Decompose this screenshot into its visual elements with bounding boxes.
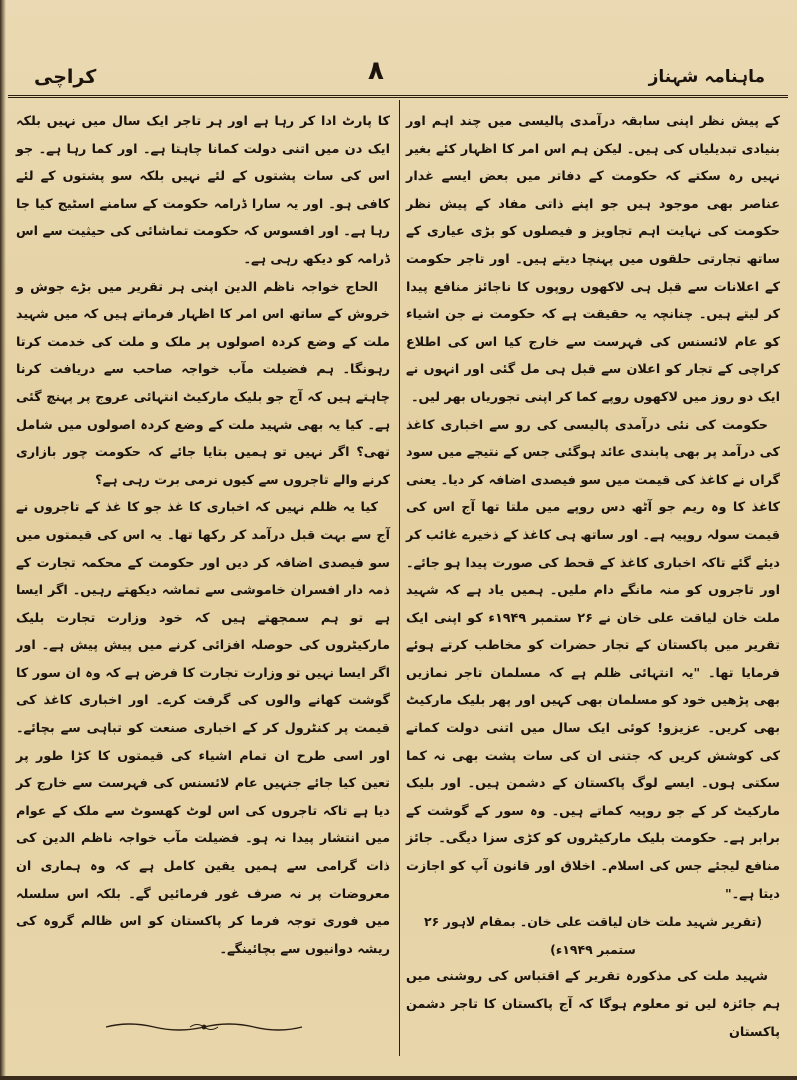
end-ornament — [104, 1020, 304, 1034]
paragraph: کا پارٹ ادا کر رہا ہے اور ہر تاجر ایک سال میں نہیں بلکہ ایک دن میں اتنی دولت کمانا چاہتا ہے۔ اور کما رہا ہے۔ جو اس کی سات پشتوں کے لئے نہیں بلکہ سو پشتوں کے لئے کافی ہو۔ اور یہ سارا ڈرامہ حکومت کے سامنے اسٹیج کیا جا رہا ہے۔ اور افسوس کہ حکومت تماشائی کی حیثیت سے اس ڈرامہ کو دیکھ رہی ہے۔ — [16, 114, 390, 267]
speech-citation: (تقریر شہید ملت خان لیاقت علی خان۔ بمقام لاہور ۲۶ ستمبر ۱۹۴۹ء) — [424, 914, 762, 957]
column-divider — [399, 100, 400, 1056]
paragraph: کیا یہ ظلم نہیں کہ اخباری کا غذ جو کا غذ کے تاجروں نے آج سے بہت قبل درآمد کر رکھا تھا۔ یہ اس کی قیمتوں میں سو فیصدی اضافہ کر دیں اور حکومت کے محکمہ تجارت کے ذمہ دار افسران خاموشی سے تماشہ دیکھتے رہیں۔ اگر ایسا ہے تو ہم سمجھتے ہیں کہ خود وزارت تجارت بلیک مارکیٹروں کی حوصلہ افزائی کرنے میں پیش پیش ہے۔ اور اگر ایسا نہیں تو وزارت تجارت کا فرض ہے کہ وہ ان سور کا گوشت کھانے والوں کی گرفت کرے۔ اور اخباری کاغذ کی قیمت پر کنٹرول کر کے اخباری صنعت کو تباہی سے بچائے۔ اور اسی طرح ان تمام اشیاء کی قیمتوں کا کڑا طور پر تعین کیا جائے جنہیں عام لائسنس کی فہرست سے خارج کر دیا ہے تاکہ تاجروں کی اس لوٹ کھسوٹ سے ملک کے عوام میں انتشار پیدا نہ ہو۔ فضیلت مآب خواجہ ناظم الدین کی ذات گرامی سے ہمیں یقین کامل ہے کہ وہ ہماری ان معروضات پر نہ صرف غور فرمائیں گے۔ بلکہ اس سلسلہ میں فوری توجہ فرما کر پاکستان کو اس ظالم گروہ کی ریشہ دوانیوں سے بچائینگے۔ — [16, 500, 390, 957]
paragraph: حکومت کی نئی درآمدی پالیسی کی رو سے اخباری کاغذ کی درآمد پر بھی پابندی عائد ہوگئی جس کے نتیجے میں سود گراں نے کاغذ کی قیمت میں سو فیصدی اضافہ کر دیا۔ یعنی کاغذ کا وہ ریم جو آٹھ دس روپے میں ملتا تھا آج اس کی قیمت سولہ روپیہ ہے۔ اور ساتھ ہی کاغذ کے ذخیرے غائب کر دیئے گئے تاکہ اخباری کاغذ کے قحط کی صورت پیدا ہو جائے۔ اور تاجروں کو منہ مانگے دام ملیں۔ ہمیں یاد ہے کہ شہید ملت خان لیاقت علی خان نے ۲۶ ستمبر ۱۹۴۹ء کو اپنی ایک تقریر میں پاکستان کے تجار حضرات کو مخاطب کرتے ہوئے فرمایا تھا۔ "یہ انتہائی ظلم ہے کہ مسلمان تاجر نمازیں بھی پڑھیں خود کو مسلمان بھی کہیں اور پھر بلیک مارکیٹ بھی کریں۔ عزیزو! کوئی ایک سال میں اتنی دولت کمانے کی کوشش کریں کہ جتنی ان کی سات پشت بھی نہ کما سکتی ہوں۔ ایسے لوگ پاکستان کے دشمن ہیں۔ اور بلیک مارکیٹ کر کے جو روپیہ کماتے ہیں۔ وہ سور کے گوشت کے برابر ہے۔ حکومت بلیک مارکیٹروں کو کڑی سزا دیگی۔ جائز منافع لیجئے جس کی اسلام۔ اخلاق اور قانون آپ کو اجازت دیتا ہے۔" — [406, 417, 781, 902]
header-rule — [8, 95, 788, 98]
page-header — [0, 56, 797, 92]
page-edge-shadow — [0, 0, 6, 1080]
right-column — [406, 108, 780, 1046]
paragraph: الحاج خواجہ ناظم الدین اپنی ہر تقریر میں بڑے جوش و خروش کے ساتھ اس امر کا اظہار فرماتے ہیں کہ میں شہید ملت کے وضع کردہ اصولوں پر ملک و ملت کی خدمت کرتا رہونگا۔ ہم فضیلت مآب خواجہ صاحب سے دریافت کرنا چاہتے ہیں کہ آج جو بلیک مارکیٹ انتہائی عروج پر پہنچ گئی ہے۔ کیا یہ بھی شہید ملت کے وضع کردہ اصولوں میں شامل تھی؟ اگر نہیں تو ہمیں بتایا جائے کہ حکومت چور بازاری کرنے والے تاجروں سے کیوں نرمی برت رہی ہے؟ — [16, 279, 390, 488]
paragraph: کے پیش نظر اپنی سابقہ درآمدی پالیسی میں چند اہم اور بنیادی تبدیلیاں کی ہیں۔ لیکن ہم اس امر کا اظہار کئے بغیر نہیں رہ سکتے کہ حکومت کے دفاتر میں بعض ایسے غدار عناصر بھی موجود ہیں جو اپنے ذاتی مفاد کے پیش نظر حکومت کی نہایت اہم تجاویز و فیصلوں کو بڑی عیاری کے ساتھ تجارتی حلقوں میں پہنچا دیتے ہیں۔ اور تاجر حکومت کے اعلانات سے قبل ہی لاکھوں روپوں کا ناجائز منافع پیدا کر لیتے ہیں۔ چنانچہ یہ حقیقت ہے کہ حکومت نے جن اشیاء کو عام لائسنس کی فہرست سے خارج کیا اس کی اطلاع کراچی کے تجار کو اعلان سے قبل ہی مل گئی اور انہوں نے ایک دو روز میں لاکھوں روپے کما کر اپنی تجوریاں بھر لیں۔ — [406, 114, 780, 405]
left-column — [16, 108, 390, 963]
page-bottom-edge — [0, 1076, 797, 1080]
header-city: کراچی — [34, 66, 97, 88]
header-magazine-title: ماہنامہ شہناز — [648, 67, 765, 87]
header-page-number: ۸ — [368, 56, 384, 86]
paragraph: شہید ملت کی مذکورہ تقریر کے اقتباس کی روشنی میں ہم جائزہ لیں تو معلوم ہوگا کہ آج پاکستان کا تاجر دشمن پاکستان — [406, 969, 780, 1040]
